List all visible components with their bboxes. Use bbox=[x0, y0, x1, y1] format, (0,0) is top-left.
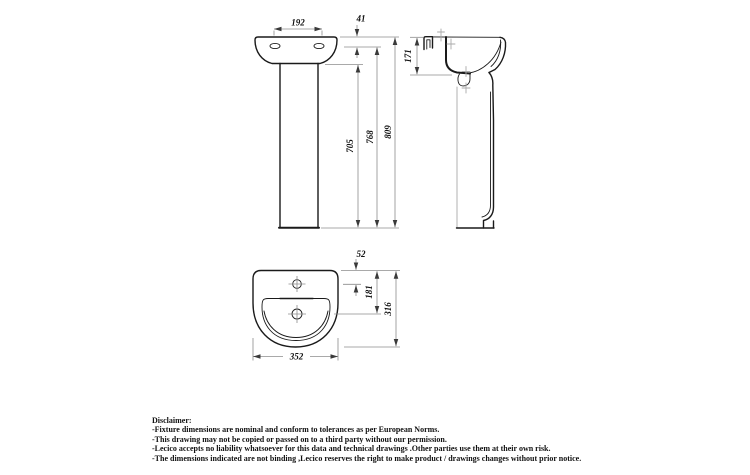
top-bowl-outline bbox=[262, 299, 330, 341]
dim-hole-spacing bbox=[274, 18, 322, 36]
dim-label-316: 316 bbox=[383, 302, 393, 316]
top-view bbox=[253, 249, 400, 362]
side-trap bbox=[458, 74, 470, 86]
front-pedestal-outline bbox=[280, 64, 318, 228]
side-centerline-marks bbox=[438, 29, 471, 93]
dim-label-705: 705 bbox=[345, 139, 355, 153]
dim-label-192: 192 bbox=[291, 17, 305, 28]
side-view bbox=[403, 29, 506, 228]
front-view bbox=[255, 14, 399, 229]
dim-label-171: 171 bbox=[403, 49, 413, 63]
dim-overall-width bbox=[253, 338, 338, 362]
dim-label-52: 52 bbox=[356, 249, 366, 259]
disclaimer-line: -Fixture dimensions are nominal and conform to tolerances as per European Norms. bbox=[152, 425, 440, 435]
side-pedestal-front-edge bbox=[484, 73, 494, 229]
side-pedestal-front-inner bbox=[482, 92, 491, 217]
dim-label-809: 809 bbox=[383, 125, 393, 139]
disclaimer-title: Disclaimer: bbox=[152, 416, 192, 425]
dim-basin-depth bbox=[403, 37, 452, 75]
side-front-face bbox=[489, 37, 506, 72]
front-basin-outline bbox=[255, 37, 337, 64]
side-wall-hook-inner bbox=[427, 40, 430, 49]
dim-overall-depth bbox=[344, 271, 400, 347]
front-left-slot bbox=[270, 43, 280, 48]
disclaimer-line: -This drawing may not be copied or passed on to a third party without our permission. bbox=[152, 434, 447, 444]
dim-heights bbox=[321, 38, 399, 229]
side-wall-hook bbox=[424, 37, 433, 50]
top-outer-outline bbox=[253, 271, 338, 348]
dim-label-352: 352 bbox=[289, 351, 304, 362]
top-faucet-hole bbox=[289, 276, 306, 292]
front-right-slot bbox=[314, 43, 324, 48]
dim-label-768: 768 bbox=[365, 130, 375, 144]
top-drain-hole bbox=[288, 305, 306, 323]
dim-label-41: 41 bbox=[356, 13, 366, 24]
disclaimer-block bbox=[152, 416, 622, 463]
dim-edge-to-drain bbox=[334, 271, 381, 314]
disclaimer-line: -Lecico accepts no liability whatsoever for this data and technical drawings .Other parties use them at their own risk. bbox=[152, 444, 551, 454]
dim-label-181: 181 bbox=[364, 285, 374, 299]
disclaimer-line: -The dimensions indicated are not binding ,Lecico reserves the right to make product / drawings changes without prior notice. bbox=[152, 453, 582, 463]
dim-rim-drop bbox=[340, 14, 399, 59]
